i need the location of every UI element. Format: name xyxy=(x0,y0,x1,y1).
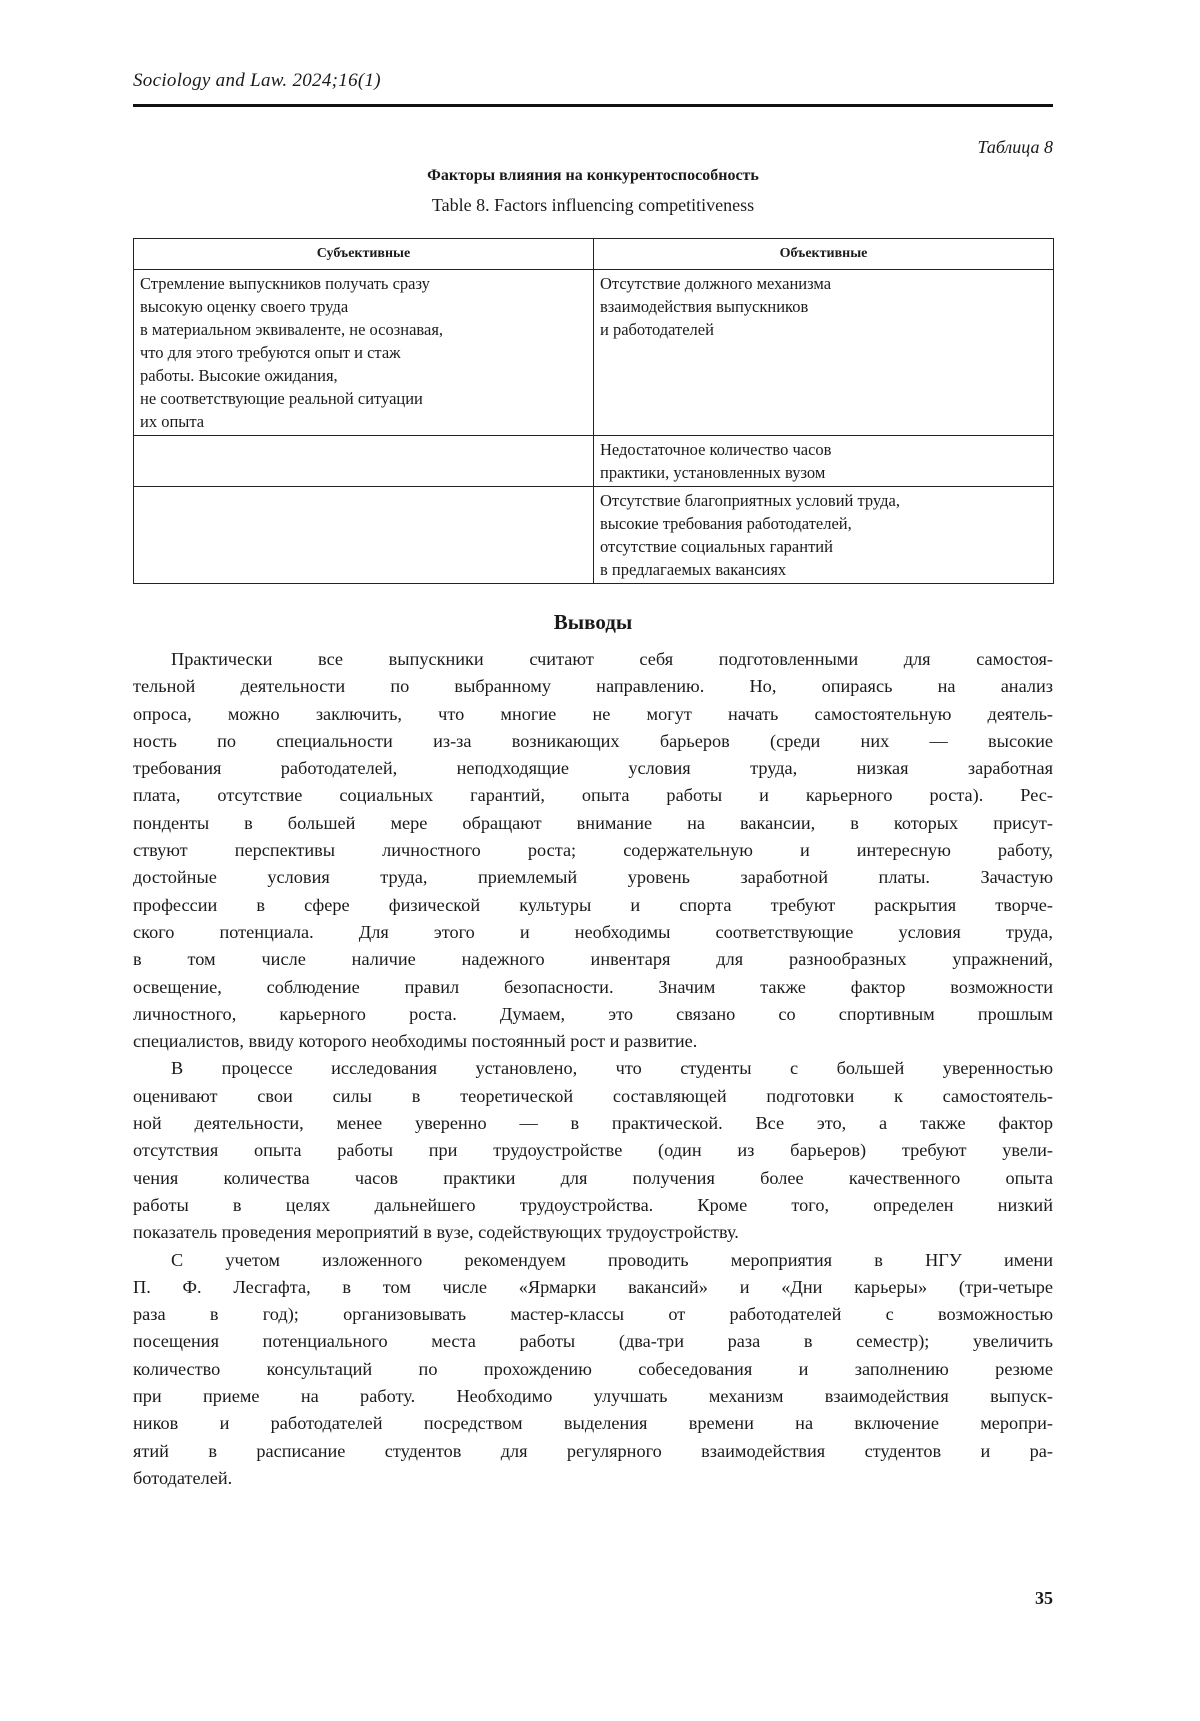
text-line: оценивают свои силы в теоретической составляющей подготовки к самостоятель- xyxy=(133,1083,1053,1110)
text-line: ского потенциала. Для этого и необходимы соответствующие условия труда, xyxy=(133,919,1053,946)
cell-text-line: высокую оценку своего труда xyxy=(140,295,587,318)
text-line: тельной деятельности по выбранному направлению. Но, опираясь на анализ xyxy=(133,673,1053,700)
table-header-row xyxy=(134,239,1054,270)
cell-text-line: Отсутствие благоприятных условий труда, xyxy=(600,489,1047,512)
cell-text-line: практики, установленных вузом xyxy=(600,461,1047,484)
column-header-objective: Объективные xyxy=(594,239,1054,270)
text-line: чения количества часов практики для получения более качественного опыта xyxy=(133,1165,1053,1192)
cell-subjective xyxy=(134,436,594,487)
table-title-en: Table 8. Factors influencing competitiveness xyxy=(133,194,1053,216)
main-content xyxy=(133,238,1054,1492)
cell-subjective xyxy=(134,270,594,436)
text-line: требования работодателей, неподходящие условия труда, низкая заработная xyxy=(133,755,1053,782)
text-line: ников и работодателей посредством выделения времени на включение меропри- xyxy=(133,1410,1053,1437)
text-line: достойные условия труда, приемлемый уровень заработной платы. Зачастую xyxy=(133,864,1053,891)
text-line: С учетом изложенного рекомендуем проводить мероприятия в НГУ имени xyxy=(133,1247,1053,1274)
text-line: ствуют перспективы личностного роста; содержательную и интересную работу, xyxy=(133,837,1053,864)
paragraph xyxy=(133,1055,1053,1246)
cell-text-line: их опыта xyxy=(140,410,587,433)
text-line: ботодателей. xyxy=(133,1465,1053,1492)
text-line: личностного, карьерного роста. Думаем, это связано со спортивным прошлым xyxy=(133,1001,1053,1028)
table-row xyxy=(134,270,1054,436)
section-heading: Выводы xyxy=(133,608,1053,636)
text-line: в том числе наличие надежного инвентаря для разнообразных упражнений, xyxy=(133,946,1053,973)
column-header-subjective: Субъективные xyxy=(134,239,594,270)
cell-objective xyxy=(594,270,1054,436)
text-line: профессии в сфере физической культуры и спорта требуют раскрытия творче- xyxy=(133,892,1053,919)
cell-text-line: и работодателей xyxy=(600,318,1047,341)
cell-text-line: в предлагаемых вакансиях xyxy=(600,558,1047,581)
text-line: ной деятельности, менее уверенно — в практической. Все это, а также фактор xyxy=(133,1110,1053,1137)
table-row xyxy=(134,436,1054,487)
cell-text-line: отсутствие социальных гарантий xyxy=(600,535,1047,558)
cell-text-line: что для этого требуются опыт и стаж xyxy=(140,341,587,364)
text-line: опроса, можно заключить, что многие не могут начать самостоятельную деятель- xyxy=(133,701,1053,728)
cell-text-line: взаимодействия выпускников xyxy=(600,295,1047,318)
text-line: работы в целях дальнейшего трудоустройства. Кроме того, определен низкий xyxy=(133,1192,1053,1219)
cell-objective xyxy=(594,436,1054,487)
cell-objective xyxy=(594,487,1054,584)
text-line: раза в год); организовывать мастер-классы от работодателей с возможностью xyxy=(133,1301,1053,1328)
paragraph xyxy=(133,646,1053,1055)
page-number: 35 xyxy=(1035,1588,1053,1609)
text-line: П. Ф. Лесгафта, в том числе «Ярмарки вакансий» и «Дни карьеры» (три-четыре xyxy=(133,1274,1053,1301)
text-line: количество консультаций по прохождению собеседования и заполнению резюме xyxy=(133,1356,1053,1383)
cell-text-line: в материальном эквиваленте, не осознавая, xyxy=(140,318,587,341)
cell-text-line: не соответствующие реальной ситуации xyxy=(140,387,587,410)
cell-text-line: высокие требования работодателей, xyxy=(600,512,1047,535)
text-line: плата, отсутствие социальных гарантий, опыта работы и карьерного роста). Рес- xyxy=(133,782,1053,809)
running-header: Sociology and Law. 2024;16(1) xyxy=(133,70,381,92)
cell-text-line: Стремление выпускников получать сразу xyxy=(140,272,587,295)
cell-text-line: работы. Высокие ожидания, xyxy=(140,364,587,387)
text-line: при приеме на работу. Необходимо улучшать механизм взаимодействия выпуск- xyxy=(133,1383,1053,1410)
cell-text-line: Отсутствие должного механизма xyxy=(600,272,1047,295)
text-line: Практически все выпускники считают себя подготовленными для самостоя- xyxy=(133,646,1053,673)
cell-text-line: Недостаточное количество часов xyxy=(600,438,1047,461)
text-line: показатель проведения мероприятий в вузе, содействующих трудоустройству. xyxy=(133,1219,1053,1246)
text-line: понденты в большей мере обращают внимание на вакансии, в которых присут- xyxy=(133,810,1053,837)
text-line: посещения потенциального места работы (два-три раза в семестр); увеличить xyxy=(133,1328,1053,1355)
table-row xyxy=(134,487,1054,584)
text-line: В процессе исследования установлено, что студенты с большей уверенностью xyxy=(133,1055,1053,1082)
text-line: специалистов, ввиду которого необходимы постоянный рост и развитие. xyxy=(133,1028,1053,1055)
section-body xyxy=(133,646,1053,1492)
header-rule xyxy=(133,104,1053,107)
text-line: отсутствия опыта работы при трудоустройстве (один из барьеров) требуют увели- xyxy=(133,1137,1053,1164)
text-line: ятий в расписание студентов для регулярного взаимодействия студентов и ра- xyxy=(133,1438,1053,1465)
text-line: ность по специальности из-за возникающих барьеров (среди них — высокие xyxy=(133,728,1053,755)
table-title-ru: Факторы влияния на конкурентоспособность xyxy=(133,166,1053,186)
table-number: Таблица 8 xyxy=(977,136,1053,158)
cell-subjective xyxy=(134,487,594,584)
factors-table xyxy=(133,238,1054,584)
paragraph xyxy=(133,1247,1053,1493)
text-line: освещение, соблюдение правил безопасности. Значим также фактор возможности xyxy=(133,974,1053,1001)
